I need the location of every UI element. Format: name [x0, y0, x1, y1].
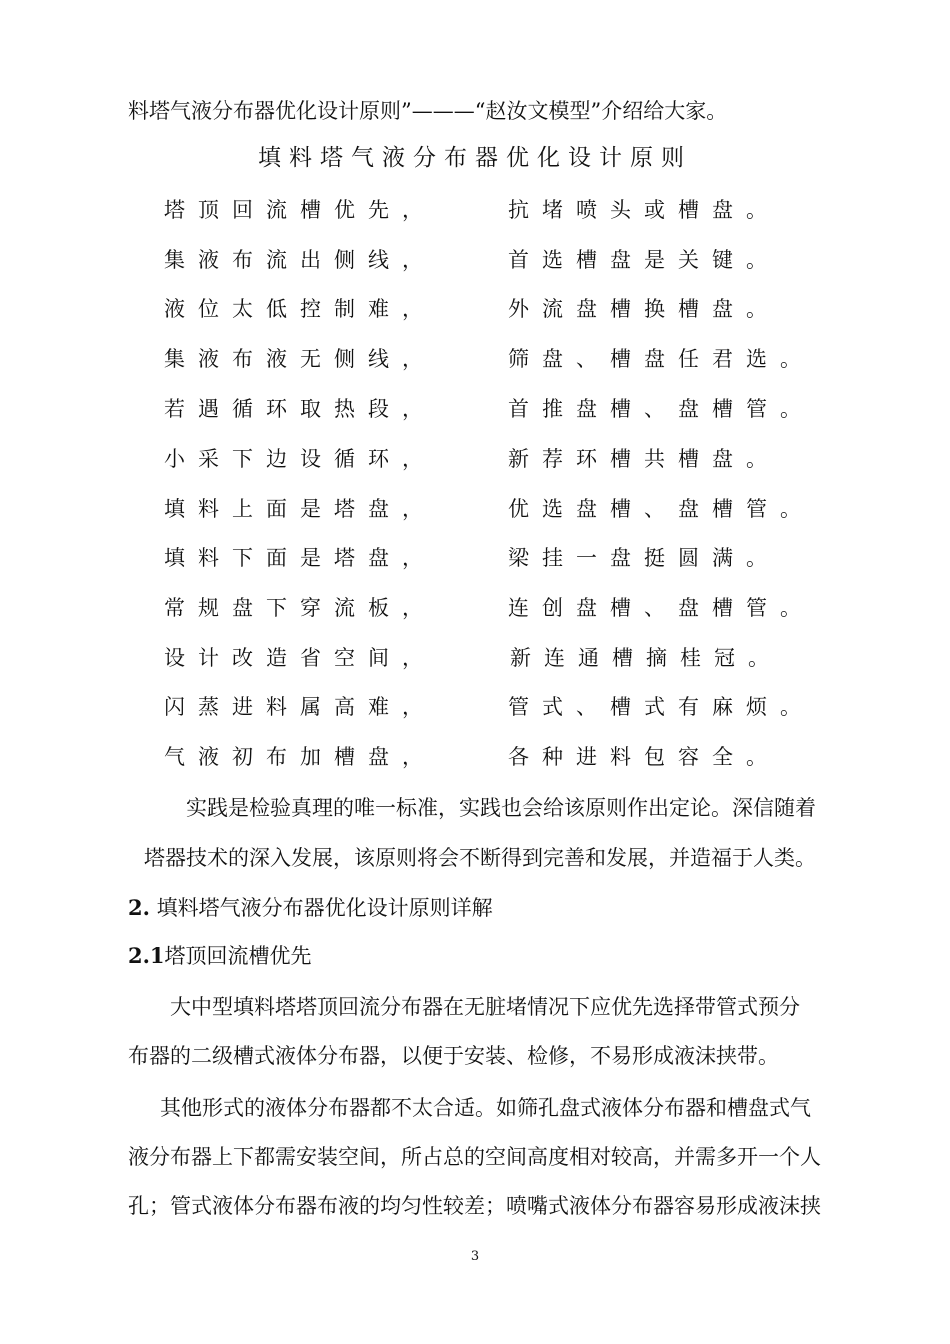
subsection-number: 2.1	[128, 943, 165, 968]
poem-line-left: 集液布流出侧线，	[164, 248, 436, 272]
poem-line-right: 抗堵喷头或槽盘。	[508, 198, 780, 222]
subsection-heading	[128, 941, 312, 971]
paragraph-line: 布器的二级槽式液体分布器，以便于安装、检修，不易形成液沫挟带。	[128, 1044, 779, 1068]
poem-line-left: 填料上面是塔盘，	[164, 497, 436, 521]
poem-title: 填料塔气液分布器优化设计原则	[258, 145, 692, 171]
subsection-title: 塔顶回流槽优先	[164, 944, 312, 968]
poem-line-right: 优选盘槽、盘槽管。	[508, 497, 814, 521]
section-heading	[128, 893, 493, 923]
paragraph-line: 其他形式的液体分布器都不太合适。如筛孔盘式液体分布器和槽盘式气	[160, 1096, 811, 1120]
poem-line-right: 外流盘槽换槽盘。	[508, 297, 780, 321]
poem-line-left: 液位太低控制难，	[164, 297, 436, 321]
poem-line-left: 塔顶回流槽优先，	[164, 198, 436, 222]
poem-line-right: 筛盘、槽盘任君选。	[508, 347, 814, 371]
paragraph-line: 大中型填料塔塔顶回流分布器在无脏堵情况下应优先选择带管式预分	[170, 995, 800, 1019]
poem-line-left: 气液初布加槽盘，	[164, 745, 436, 769]
poem-line-right: 各种进料包容全。	[508, 745, 780, 769]
poem-line-left: 填料下面是塔盘，	[164, 546, 436, 570]
poem-line-left: 小采下边设循环，	[164, 447, 436, 471]
poem-line-right: 连创盘槽、盘槽管。	[508, 596, 814, 620]
poem-line-right: 首推盘槽、盘槽管。	[508, 397, 814, 421]
poem-line-right: 新连通槽摘桂冠。	[510, 646, 782, 670]
poem-line-left: 集液布液无侧线，	[164, 347, 436, 371]
poem-line-left: 设计改造省空间，	[164, 646, 436, 670]
conclusion-line: 塔器技术的深入发展，该原则将会不断得到完善和发展，并造福于人类。	[144, 846, 816, 870]
section-number: 2.	[128, 895, 150, 920]
poem-line-left: 若遇循环取热段，	[164, 397, 436, 421]
poem-line-right: 管式、槽式有麻烦。	[508, 695, 814, 719]
poem-line-left: 闪蒸进料属高难，	[164, 695, 436, 719]
poem-line-left: 常规盘下穿流板，	[164, 596, 436, 620]
poem-line-right: 新荐环槽共槽盘。	[508, 447, 780, 471]
poem-line-right: 首选槽盘是关键。	[508, 248, 780, 272]
conclusion-line: 实践是检验真理的唯一标准，实践也会给该原则作出定论。深信随着	[186, 796, 816, 820]
section-title: 填料塔气液分布器优化设计原则详解	[156, 896, 493, 920]
paragraph-line: 孔；管式液体分布器布液的均匀性较差；喷嘴式液体分布器容易形成液沫挟	[128, 1194, 821, 1218]
poem-line-right: 梁挂一盘挺圆满。	[508, 546, 780, 570]
page-number: 3	[470, 1249, 480, 1264]
paragraph-line: 液分布器上下都需安装空间，所占总的空间高度相对较高，并需多开一个人	[128, 1145, 821, 1169]
intro-line: 料塔气液分布器优化设计原则”———“赵汝文模型”介绍给大家。	[128, 99, 728, 123]
